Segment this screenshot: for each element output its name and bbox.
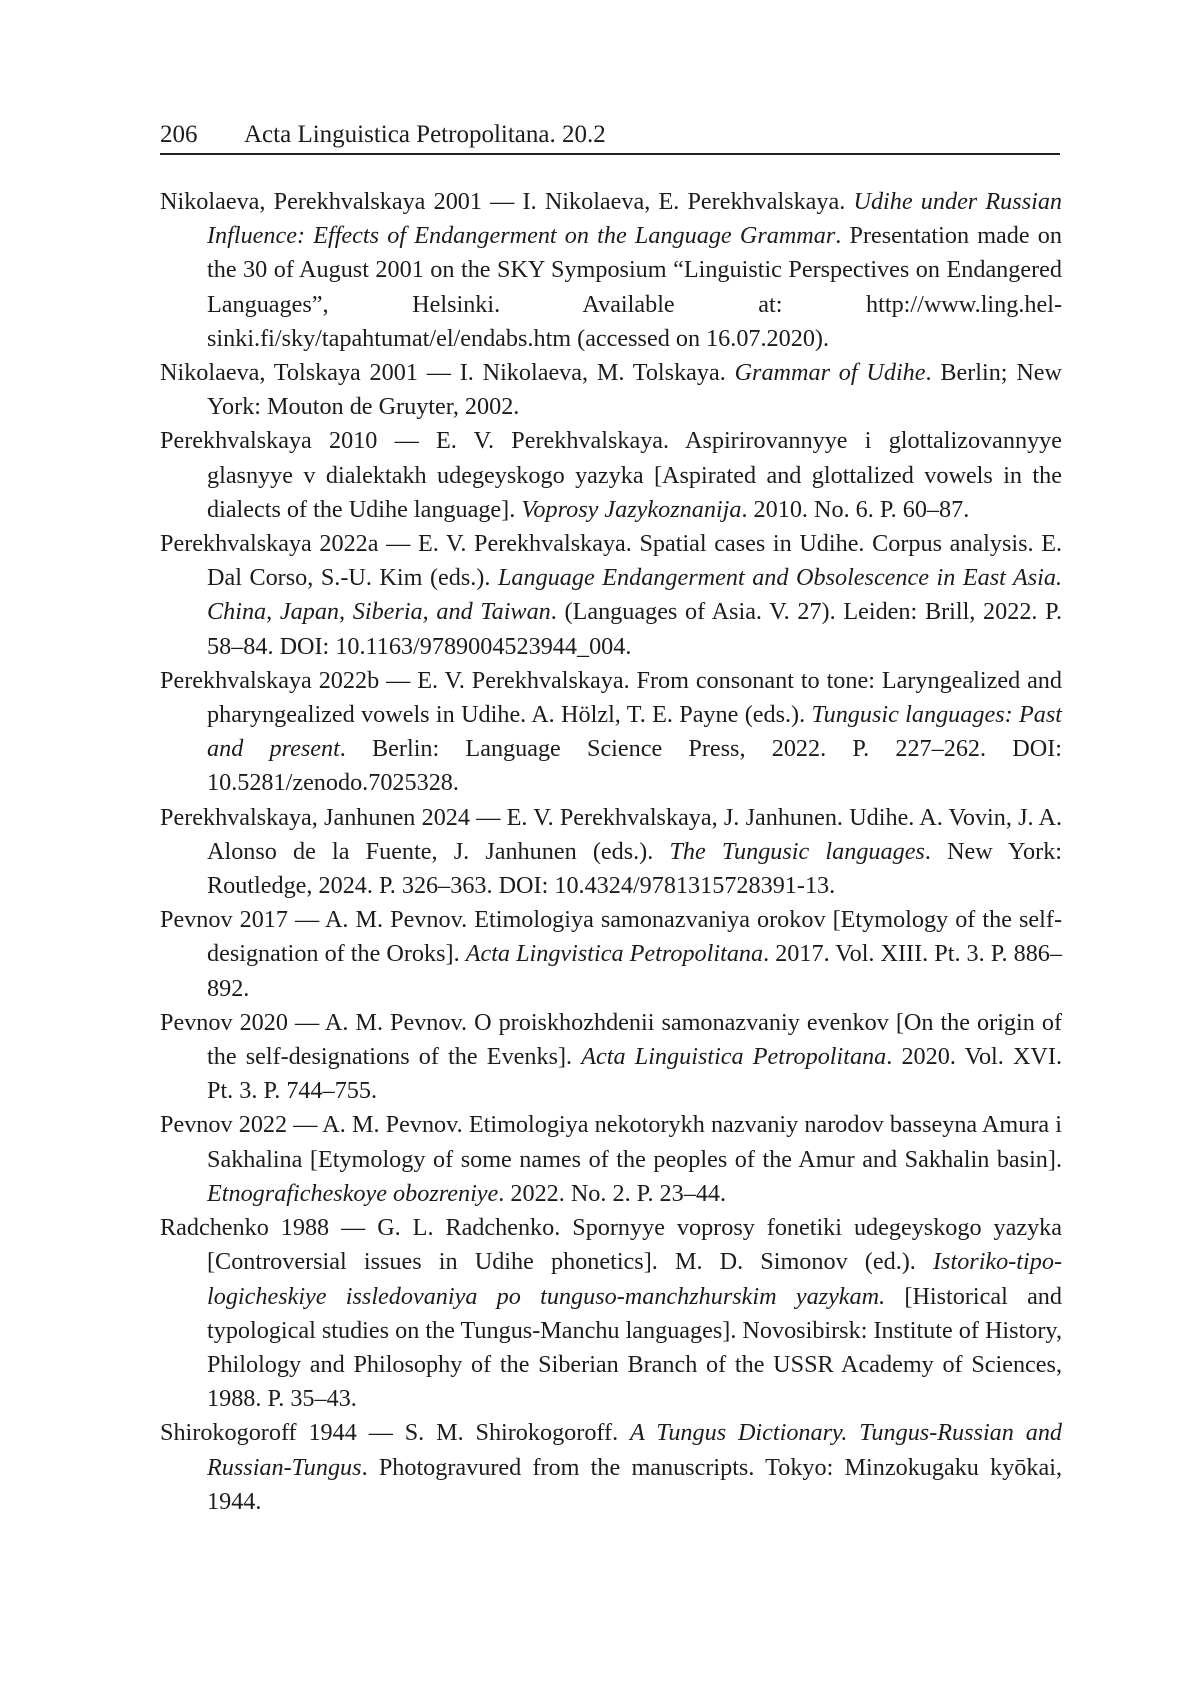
reference-authors: A. M. Pevnov. Etimologiya samonazvaniya orokov [Etymology of the self-designation of the Oroks]. — [207, 906, 1063, 968]
reference-title: The Tungusic languages — [669, 837, 925, 865]
reference-title: A Tungus Dictionary. Tungus-Russian and Russian-Tungus — [207, 1419, 1063, 1481]
reference-title: Udihe under Russian Influence: Effects of Endangerment on the Language Grammar — [207, 188, 1063, 250]
reference-details: . 2022. No. 2. P. 23–44. — [498, 1179, 727, 1207]
reference-details: . Berlin; New York: Mouton de Gruyter, 2002. — [207, 359, 1062, 421]
reference-details: [Historical and typological studies on the Tungus-Manchu languages]. Novosibirsk: Institute of History, Philology and Philosophy of the Siberian Branch of the USSR Academy of Sciences, 1988. P. 35–43. — [207, 1282, 1063, 1413]
reference-title: Tungusic languages: Past and present — [207, 701, 1062, 763]
reference-title: Voprosy Jazykoznanija — [521, 495, 742, 523]
page-number: 206 — [160, 121, 198, 148]
reference-title: Etnograficheskoye obozreniye — [207, 1179, 499, 1207]
reference-key: Perekhvalskaya 2010 — [160, 427, 378, 455]
journal-title: Acta Linguistica Petropolitana. 20.2 — [244, 121, 606, 148]
reference-key: Pevnov 2022 — [160, 1111, 288, 1139]
reference-title: Acta Linguistica Petropolitana — [581, 1043, 887, 1071]
reference-entry: Perekhvalskaya 2022b — E. V. Perekhvalskaya. From consonant to tone: Laryngealized and pharyngealized vowels in Udihe. A. Hölzl, T. E. Payne (eds.). Tungusic languages: Past and present. Berlin: Language Science Press, 2022. P. 227–262. DOI: 10.5281/zenodo.7025328. — [160, 666, 1062, 797]
reference-authors: E. V. Perekhvalskaya. Spatial cases in Udihe. Corpus analysis. E. Dal Corso, S.-U. Kim (eds.). — [207, 530, 1063, 592]
reference-key: Nikolaeva, Perekhvalskaya 2001 — [160, 188, 482, 215]
reference-key: Perekhvalskaya 2022b — [160, 666, 380, 694]
reference-key: Radchenko 1988 — [160, 1214, 330, 1242]
reference-key: Perekhvalskaya 2022a — [160, 530, 379, 558]
reference-details: . New York: Routledge, 2024. P. 326–363. DOI: 10.4324/9781315728391-13. — [207, 837, 1063, 900]
reference-entry: Nikolaeva, Perekhvalskaya 2001 — I. Nikolaeva, E. Perekhvalskaya. Udihe under Russian Influence: Effects of Endangerment on the Language Grammar. Presentation made on the 30 of August 2001 on the SKY Symposium “Linguistic Perspectives on Endangered Languages”, Helsinki. Available at: http://www.ling.helsinki.fi/sky/tapahtumat/el/endabs.htm (accessed on 16.07.2020). — [160, 188, 1063, 352]
reference-authors: I. Nikolaeva, E. Perekhvalskaya. — [522, 188, 846, 215]
reference-authors: E. V. Perekhvalskaya. Aspirirovannyye i glottalizovannyye glasnyye v dialektakh udegeyskogo yazyka [Aspirated and glottalized vowels in the dialects of the Udihe language]. — [207, 427, 1062, 523]
reference-key: Pevnov 2017 — [160, 906, 288, 934]
reference-title: Language Endangerment and Obsolescence in East Asia. China, Japan, Siberia, and Taiwan — [207, 564, 1063, 626]
reference-authors: S. M. Shirokogoroff. — [404, 1419, 619, 1447]
reference-details: . Photogravured from the manuscripts. Tokyo: Minzokugaku kyōkai, 1944. — [207, 1453, 1062, 1515]
reference-list — [160, 185, 1062, 1519]
reference-authors: E. V. Perekhvalskaya, J. Janhunen. Udihe. A. Vovin, J. A. Alonso de la Fuente, J. Janhunen (eds.). — [207, 803, 1062, 865]
reference-entry: Shirokogoroff 1944 — S. M. Shirokogoroff. A Tungus Dictionary. Tungus-Russian and Russian-Tungus. Photogravured from the manuscripts. Tokyo: Minzokugaku kyōkai, 1944. — [160, 1419, 1063, 1515]
reference-key: Perekhvalskaya, Janhunen 2024 — [160, 803, 470, 831]
reference-details: . 2020. Vol. XVI. Pt. 3. P. 744–755. — [207, 1043, 1063, 1105]
reference-entry: Pevnov 2017 — A. M. Pevnov. Etimologiya samonazvaniya orokov [Etymology of the self-designation of the Oroks]. Acta Lingvistica Petropolitana. 2017. Vol. XIII. Pt. 3. P. 886–892. — [160, 906, 1063, 1002]
reference-entry: Perekhvalskaya 2010 — E. V. Perekhvalskaya. Aspirirovannyye i glottalizovannyye glasnyye v dialektakh udegeyskogo yazyka [Aspirated and glottalized vowels in the dialects of the Udihe language]. Voprosy Jazykoznanija. 2010. No. 6. P. 60–87. — [160, 427, 1062, 523]
reference-key: Shirokogoroff 1944 — [160, 1419, 357, 1447]
reference-details: . Berlin: Language Science Press, 2022. P. 227–262. DOI: 10.5281/zenodo.7025328. — [207, 735, 1062, 797]
reference-entry: Pevnov 2022 — A. M. Pevnov. Etimologiya nekotorykh nazvaniy narodov basseyna Amura i Sakhalina [Etymology of some names of the peoples of the Amur and Sakhalin basin]. Etnograficheskoye obozreniye. 2022. No. 2. P. 23–44. — [160, 1111, 1063, 1207]
reference-authors: G. L. Radchenko. Spornyye voprosy fonetiki udegeyskogo yazyka [Controversial issues in Udihe phonetics]. M. D. Simonov (ed.). — [207, 1214, 1063, 1276]
reference-title: Grammar of Udihe — [734, 359, 926, 387]
reference-title: Acta Lingvistica Petropolitana — [465, 940, 764, 968]
reference-key: Pevnov 2020 — [160, 1008, 288, 1036]
reference-details: . (Languages of Asia. V. 27). Leiden: Brill, 2022. P. 58–84. DOI: 10.1163/9789004523944_004. — [207, 598, 1062, 660]
reference-details: . Presentation made on the 30 of August 2001 on the SKY Symposium “Linguistic Perspectives on Endangered Languages”, Helsinki. Available at: http://www.ling.helsinki.fi/sky/tapahtumat/el/endabs.htm (accessed on 16.07.2020). — [207, 222, 1062, 352]
reference-details: . 2010. No. 6. P. 60–87. — [741, 495, 970, 523]
reference-title: Istoriko-tipologicheskiye issledovaniya po tunguso-manchzhurskim yazykam. — [207, 1248, 1062, 1310]
reference-details: . 2017. Vol. XIII. Pt. 3. P. 886–892. — [207, 940, 1062, 1002]
reference-entry: Perekhvalskaya, Janhunen 2024 — E. V. Perekhvalskaya, J. Janhunen. Udihe. A. Vovin, J. A. Alonso de la Fuente, J. Janhunen (eds.). The Tungusic languages. New York: Routledge, 2024. P. 326–363. DOI: 10.4324/9781315728391-13. — [160, 803, 1063, 900]
reference-entry: Perekhvalskaya 2022a — E. V. Perekhvalskaya. Spatial cases in Udihe. Corpus analysis. E. Dal Corso, S.-U. Kim (eds.). Language Endangerment and Obsolescence in East Asia. China, Japan, Siberia, and Taiwan. (Languages of Asia. V. 27). Leiden: Brill, 2022. P. 58–84. DOI: 10.1163/9789004523944_004. — [160, 530, 1063, 660]
reference-key: Nikolaeva, Tolskaya 2001 — [160, 359, 418, 387]
reference-entry: Pevnov 2020 — A. M. Pevnov. O proiskhozhdenii samonazvaniy evenkov [On the origin of the self-designations of the Evenks]. Acta Linguistica Petropolitana. 2020. Vol. XVI. Pt. 3. P. 744–755. — [160, 1008, 1063, 1105]
reference-authors: A. M. Pevnov. Etimologiya nekotorykh nazvaniy narodov basseyna Amura i Sakhalina [Etymology of some names of the peoples of the Amur and Sakhalin basin]. — [207, 1111, 1063, 1173]
reference-authors: A. M. Pevnov. O proiskhozhdenii samonazvaniy evenkov [On the origin of the self-designations of the Evenks]. — [207, 1008, 1062, 1071]
reference-entry: Nikolaeva, Tolskaya 2001 — I. Nikolaeva, M. Tolskaya. Grammar of Udihe. Berlin; New York: Mouton de Gruyter, 2002. — [160, 359, 1062, 421]
reference-authors: I. Nikolaeva, M. Tolskaya. — [459, 359, 726, 387]
reference-entry: Radchenko 1988 — G. L. Radchenko. Spornyye voprosy fonetiki udegeyskogo yazyka [Controversial issues in Udihe phonetics]. M. D. Simonov (ed.). Istoriko-tipologicheskiye issledovaniya po tunguso-manchzhurskim yazykam. [Historical and typological studies on the Tungus-Manchu languages]. Novosibirsk: Institute of History, Philology and Philosophy of the Siberian Branch of the USSR Academy of Sciences, 1988. P. 35–43. — [160, 1214, 1063, 1413]
running-header — [160, 119, 1060, 155]
reference-authors: E. V. Perekhvalskaya. From consonant to tone: Laryngealized and pharyngealized vowels in Udihe. A. Hölzl, T. E. Payne (eds.). — [207, 666, 1062, 729]
